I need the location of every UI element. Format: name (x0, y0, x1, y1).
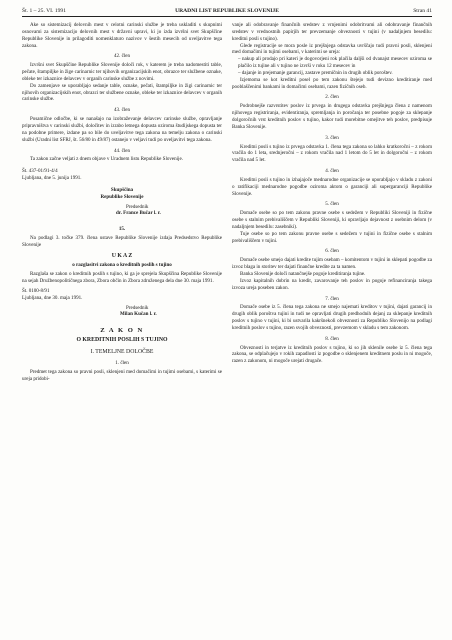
paragraph: Domače osebe so po tem zakonu pravne osebe s sedežem v Republiki Sloveniji in fizične osebe s stalnim prebivališčem v Republiki Sloveniji, ki opravljajo dejavnost z osebnim delom (v nadaljnjem besedilu: zasebniki). (232, 210, 432, 230)
signatory-body: Skupščina (110, 186, 134, 193)
reference-number: Št. 0100-8/91 (22, 287, 50, 294)
item-number: 15. (118, 226, 126, 233)
article-heading: 5. člen (325, 201, 339, 208)
paragraph: Izjemoma se kot kreditni posel po tem zakonu štejejo tudi devizno kreditiranje med pooblaščenimi bankami in domačimi osebami, razen fizičnih oseb. (232, 76, 432, 90)
paragraph: Obveznosti in terjatve iz kreditnih poslov s tujino, ki so jih sklenile osebe iz 5. člena tega zakona, se odplačujejo v rokih zapadlosti iz pogodbe o sklenjenem kreditnem poslu in ni mogoče, razen z zakonom, ni mogoče urejati drugače. (232, 344, 432, 365)
paragraph: Predmet tega zakona so pravni posli, sklenjeni med domačimi in tujimi osebami, s katerimi se ureja pridobi- (22, 369, 222, 382)
paragraph: Glede registracije se mora posle iz prejšnjega odstavka uvrščajo tudi pravni posli, sklenjeni med domačimi in tujimi osebami, v katerimi se ureja: (232, 42, 432, 56)
article-heading: 43. člen (114, 107, 130, 114)
signatory-title: Predsednik (126, 203, 149, 210)
date-line: Ljubljana, dne 30. maja 1991. (22, 294, 83, 301)
paragraph: Tuje osebe so po tem zakonu pravne osebe s sedežem v tujini in fizične osebe s stalnim prebivališčem v tujini. (232, 230, 432, 244)
right-column (232, 22, 432, 634)
article-heading: 4. člen (325, 168, 339, 175)
section-heading: I. TEMELJNE DOLOČBE (90, 348, 154, 355)
paragraph: Domače osebe smejo dajati kredite tujim osebam – komitentom v tujini in sklepati pogodbe za izvoz blaga in storitev ter dajati finančne kredite za ta namen. (232, 257, 432, 271)
paragraph: Izvršni svet Skupščine Republike Slovenije določi rok, v katerem je treba nadomestiti table, pečate, štampiljke in žige carinarnic ter njihovih organizacijskih enot, obrazce ter službene oznake, oblekе ter izkaznice delavcev v organih carinske službe z novimi. (22, 62, 222, 82)
law-subtitle: O KREDITNIH POSLIH S TUJINO (76, 337, 168, 344)
signatory-body: Republike Slovenije (100, 193, 144, 200)
signatory-title: Predsednik (126, 304, 149, 311)
article-heading: 44. člen (114, 147, 130, 154)
paragraph: Ake so sistemizacij delovnih mest v celotni carinski službe je treba uskladiti s skupnimi osnovami za sistemizacijo delovnih mest v državni upravi, ki jo izda izvršni svet Skupščine Republike Slovenije in prilagoditi nomenklaturo nazivov v šestih mesecih od uveljavitve tega zakona. (22, 22, 222, 49)
paragraph: Kreditni posli s tujino iz prvega odstavka 1. člena tega zakona so lahko kratkoročni – z rokom vračila do 1 leta, srednjeročni – z rokom vračila nad 1 letom do 5 let in dolgoročni – z rokom vračila nad 5 let. (232, 143, 432, 164)
article-heading: 42. člen (114, 53, 130, 60)
paragraph: Na podlagi 3. točke 379. člena ustave Republike Slovenije izdaja Predsedstvo Republike Slovenije (22, 235, 222, 248)
page-number: Stran 41 (413, 8, 432, 14)
article-heading: 3. člen (325, 134, 339, 141)
signatory-name: Milan Kučan l. r. (120, 311, 157, 318)
paragraph: vanje ali odobravanje finančnih sredstev z vrnjenimi odobritvami ali odobravanje finančnih sredstev v vrednostnih papirjih ter prevzemanje obveznosti v tujini (v nadaljnjem besedilu: kreditni posli s tujino). (232, 22, 432, 42)
paragraph: Kreditni posli s tujino in izhajajoče mednarodne organizacije se uporabljajo v skladu z zakoni o ratifikaciji mednarodne pogodbe oziroma aktom o garanciji ali supergaranciji Republike Slovenije. (232, 176, 432, 197)
article-heading: 1. člen (115, 360, 129, 367)
paragraph: Izvoz kapitalnih dobrin na kredit, zavarovanje teh poslov in pogoje refinanciranja takega izvoza ureja poseben zakon. (232, 277, 432, 291)
left-column (22, 22, 222, 634)
paragraph: Podrobnejše razvrstitev poslov iz prvega in drugega odstavka prejšnjega člena z namenom njihovega registriranja, evidentiranja, spremljanja in poročanja ter posebne pogoje za sklepanje dolgoročnih vrst kreditnih poslov s tujino, kakor tudi morebitne omejitve teh poslov, predpisuje Banka Slovenije. (232, 103, 432, 130)
decree-title: U K A Z (111, 252, 133, 259)
issue-number: Št. 1 – 25. VI. 1991 (22, 8, 67, 14)
signatory-name: dr. France Bučar l. r. (116, 210, 161, 217)
date-line: Ljubljana, dne 5. junija 1991. (22, 175, 82, 182)
paragraph: Domače osebe iz 5. člena tega zakona ne smejo najemati kreditov v tujini, dajati garancij in drugih oblik poroštva tujini in tudi ne opravljati drugih predhodnih dejanj za sklepanje kreditnih poslov s tujino v tujini, ki bi ustvarila kakršnekoli obveznosti za Republiko Slovenijo na podlagi kreditnih poslov s tujino, razen svojih obveznosti, prevzemom v skladu s tem zakonom. (232, 304, 432, 331)
reference-number: Št. 437-01/91-4/4 (22, 168, 58, 175)
article-heading: 6. člen (325, 248, 339, 255)
paragraph: Posamične odločbe, ki se nanašajo na izobraževanje delavcev carinske službe, opravljanje pripravništva v carinski službi, določitev in izrabo letnega dopusta oziroma študijskega dopusta ter na podobne primere, izdane pa so bile do uveljavitve tega zakona na temelju zakona o carinski službi (Uradni list SFRJ, št. 56/80 in 49/87) ostanejo v veljavi tudi po uveljavitvi tega zakona. (22, 116, 222, 143)
list-item: – dajanje in prejemanje garancij, zastave premičnin in drugih oblik poroštev. (238, 69, 393, 76)
law-title: Z A K O N (100, 327, 144, 335)
paragraph: Razglaša se zakon o kreditnih poslih s tujino, ki ga je sprejela Skupščina Republike Slovenije na sejah Družbenopolitičnega zbora, Zbora občin in Zbora združenega dela dne 30. maja 1991. (22, 271, 222, 284)
article-heading: 7. člen (325, 295, 339, 302)
list-item: – nakup ali prodajo pri kateri je dogovorjeni rok plačila daljši od dvanajst mesecev oziroma se plačilo iz tujine ali v tujino ne izvrši v roku 12 mesecev in (238, 56, 432, 70)
publication-title: URADNI LIST REPUBLIKE SLOVENIJE (175, 8, 279, 14)
decree-subtitle: o razglasitvi zakona o kreditnih poslih s tujino (72, 262, 172, 269)
paragraph: Ta zakon začne veljati z dnem objave v Uradnem listu Republike Slovenije. (30, 156, 183, 163)
article-heading: 2. člen (325, 94, 339, 101)
running-header (22, 6, 432, 17)
paragraph: Do zamenjave se uporabljajo sedanje table, oznake, pečati, štampiljke in žigi carinarnic ter njihovih organizacijskih enot, obrazci ter službene oznake, obleke ter izkaznice delavcev v organih carinske službe. (22, 82, 222, 103)
paragraph: Banka Slovenije določi natančnejše pogoje kreditiranja tujine. (240, 271, 366, 277)
article-heading: 8. člen (325, 335, 339, 342)
